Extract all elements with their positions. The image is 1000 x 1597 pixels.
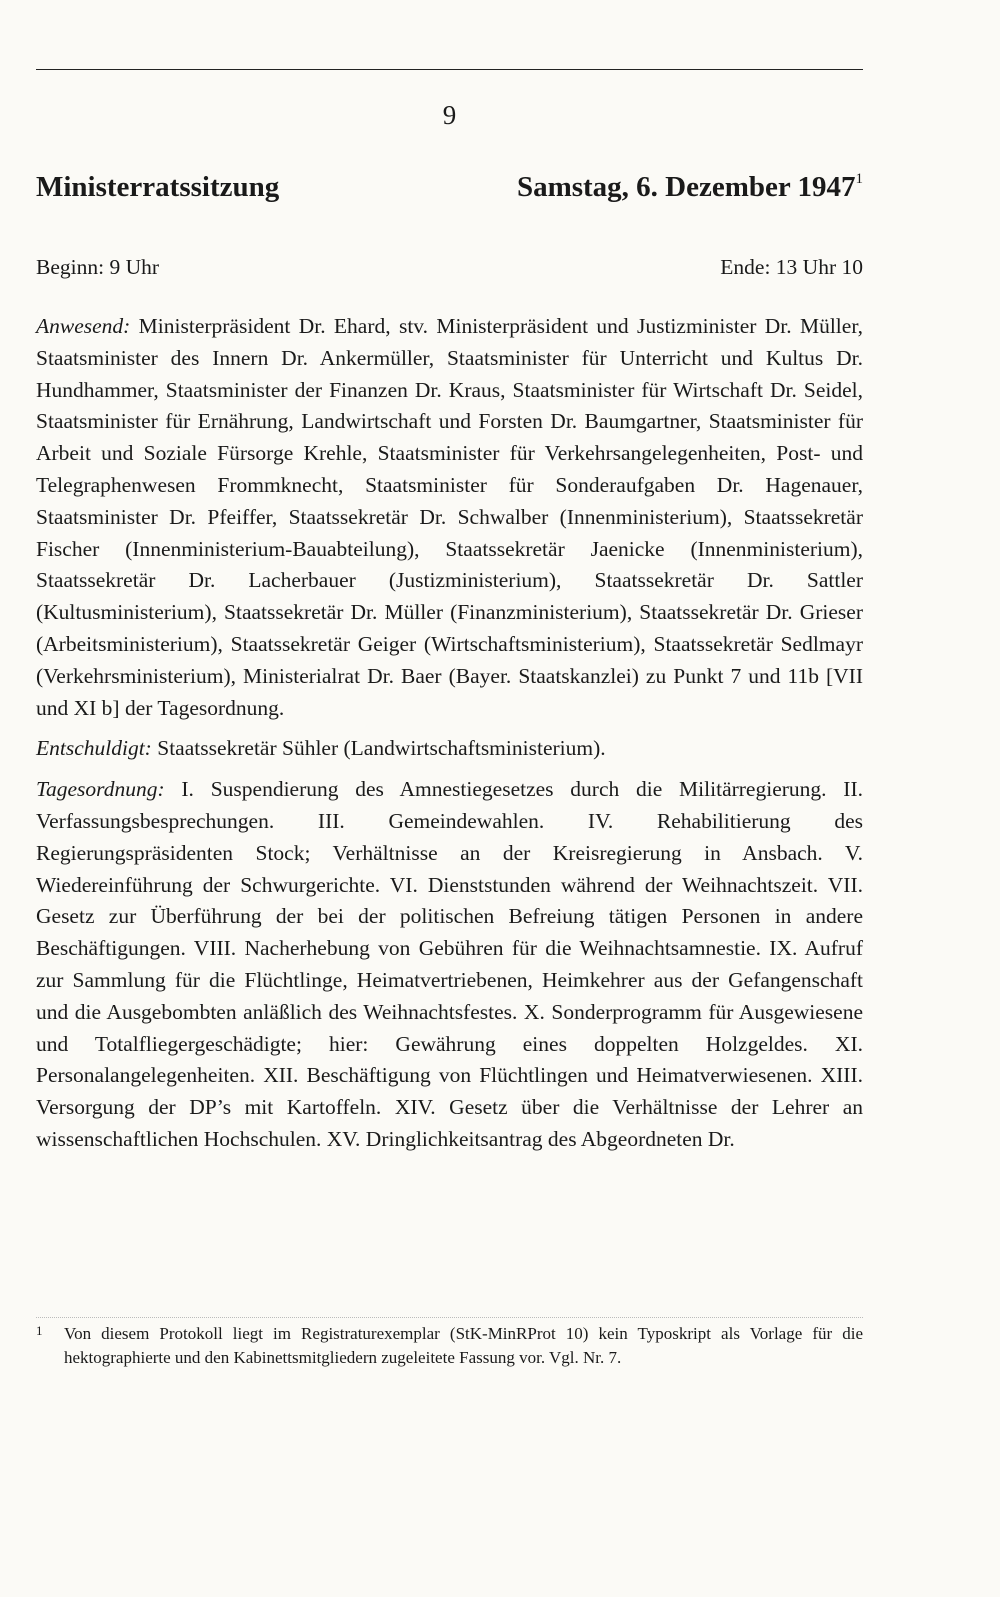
end-time: Ende: 13 Uhr 10 xyxy=(720,255,863,279)
footnote-mark: 1 xyxy=(36,1323,43,1338)
footnote-reference: 1 xyxy=(855,171,863,187)
agenda-text: I. Suspendierung des Amnestiegesetzes durch die Militärregierung. II. Verfassungsbesprechungen. III. Gemeindewahlen. IV. Rehabilitierung des Regierungspräsidenten Stock; Verhältnisse an der Kreisregierung in Ansbach. V. Wiedereinführung der Schwurgerichte. VI. Dienststunden während der Weihnachtszeit. VII. Gesetz zur Überführung der bei der politischen Befreiung tätigen Personen in andere Beschäftigungen. VIII. Nacherhebung von Gebühren für die Weihnachtsamnestie. IX. Aufruf zur Sammlung für die Flüchtlinge, Heimatvertriebenen, Heimkehrer aus der Gefangenschaft und die Ausgebombten anläßlich des Weihnachtsfestes. X. Sonderprogramm für Ausgewiesene und Totalfliegergeschädigte; hier: Gewährung eines doppelten Holzgeldes. XI. Personalangelegenheiten. XII. Beschäftigung von Flüchtlingen und Heimatverwiesenen. XIII. Versorgung der DP’s mit Kartoffeln. XIV. Gesetz über die Verhältnisse der Lehrer an wissenschaftlichen Hochschulen. XV. Dringlichkeitsantrag des Abgeordneten Dr. xyxy=(36,777,863,1151)
excused-paragraph xyxy=(36,733,863,765)
footnote-text: Von diesem Protokoll liegt im Registraturexemplar (StK-MinRProt 10) kein Typoskript als Vorlage für die hektographierte und den Kabinettsmitgliedern zugeleitete Fassung vor. Vgl. Nr. 7. xyxy=(64,1324,863,1367)
title-row xyxy=(36,168,863,206)
excused-label: Entschuldigt: xyxy=(36,736,152,761)
footnote xyxy=(36,1322,863,1370)
start-time: Beginn: 9 Uhr xyxy=(36,255,160,279)
excused-text: Staatssekretär Sühler (Landwirtschaftsministerium). xyxy=(151,736,606,761)
document-date: Samstag, 6. Dezember 1947 xyxy=(516,171,856,203)
agenda-paragraph xyxy=(36,774,863,1156)
page-number: 9 xyxy=(442,100,457,130)
attendees-label: Anwesend: xyxy=(36,314,131,338)
document-date-wrap xyxy=(517,168,863,206)
time-row xyxy=(36,252,863,282)
attendees-text: Ministerpräsident Dr. Ehard, stv. Ministerpräsident und Justizminister Dr. Müller, Staatsminister des Innern Dr. Ankermüller, Staatsminister für Unterricht und Kultus Dr. Hundhammer, Staatsminister der Finanzen Dr. Kraus, Staatsminister für Wirtschaft Dr. Seidel, Staatsminister für Ernährung, Landwirtschaft und Forsten Dr. Baumgartner, Staatsminister für Arbeit und Soziale Fürsorge Krehle, Staatsminister für Verkehrsangelegenheiten, Post- und Telegraphenwesen Frommknecht, Staatsminister für Sonderaufgaben Dr. Hagenauer, Staatsminister Dr. Pfeiffer, Staatssekretär Dr. Schwalber (Innenministerium), Staatssekretär Fischer (Innenministerium-Bauabteilung), Staatssekretär Jaenicke (Innenministerium), Staatssekretär Dr. Lacherbauer (Justizministerium), Staatssekretär Dr. Sattler (Kultusministerium), Staatssekretär Dr. Müller (Finanzministerium), Staatssekretär Dr. Grieser (Arbeitsministerium), Staatssekretär Geiger (Wirtschaftsministerium), Staatssekretär Sedlmayr (Verkehrsministerium), Ministerialrat Dr. Baer (Bayer. Staatskanzlei) zu Punkt 7 und 11b [VII und XI b] der Tagesordnung. xyxy=(36,314,863,720)
agenda-label: Tagesordnung: xyxy=(36,777,165,802)
header-rule xyxy=(36,69,863,70)
document-title: Ministerratssitzung xyxy=(36,171,280,203)
footnote-separator xyxy=(36,1317,863,1318)
body-text xyxy=(36,311,863,1165)
attendees-paragraph xyxy=(36,311,863,724)
